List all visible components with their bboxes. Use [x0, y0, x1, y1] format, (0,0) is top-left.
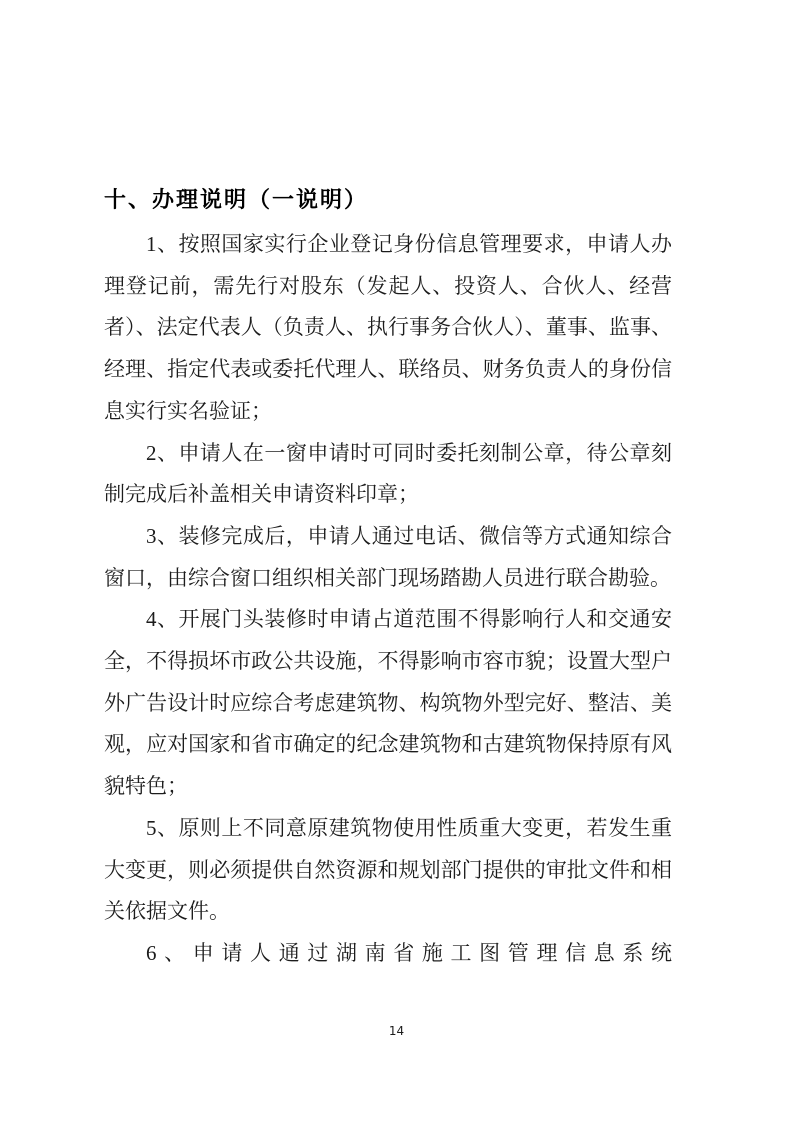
paragraph-item-2: 2、申请人在一窗申请时可同时委托刻制公章，待公章刻制完成后补盖相关申请资料印章； — [104, 440, 672, 507]
paragraph-item-1: 1、按照国家实行企业登记身份信息管理要求，申请人办理登记前，需先行对股东（发起人、投资人、合伙人、经营者）、法定代表人（负责人、执行事务合伙人）、董事、监事、经理、指定代表或委托代理人、联络员、财务负责人的身份信息实行实名验证； — [104, 232, 672, 423]
section-heading: 十、办理说明（一说明） — [104, 187, 369, 212]
document-body — [104, 224, 672, 975]
page-number: 14 — [388, 1024, 405, 1038]
paragraph-item-3: 3、装修完成后，申请人通过电话、微信等方式通知综合窗口，由综合窗口组织相关部门现场踏勘人员进行联合勘验。 — [104, 523, 672, 590]
paragraph-item-6: 6、申请人通过湖南省施工图管理信息系统 — [146, 940, 672, 965]
paragraph-item-4: 4、开展门头装修时申请占道范围不得影响行人和交通安全，不得损坏市政公共设施，不得影响市容市貌；设置大型户外广告设计时应综合考虑建筑物、构筑物外型完好、整洁、美观，应对国家和省市确定的纪念建筑物和古建筑物保持原有风貌特色； — [104, 607, 672, 799]
paragraph-item-5: 5、原则上不同意原建筑物使用性质重大变更，若发生重大变更，则必须提供自然资源和规划部门提供的审批文件和相关依据文件。 — [104, 815, 672, 924]
